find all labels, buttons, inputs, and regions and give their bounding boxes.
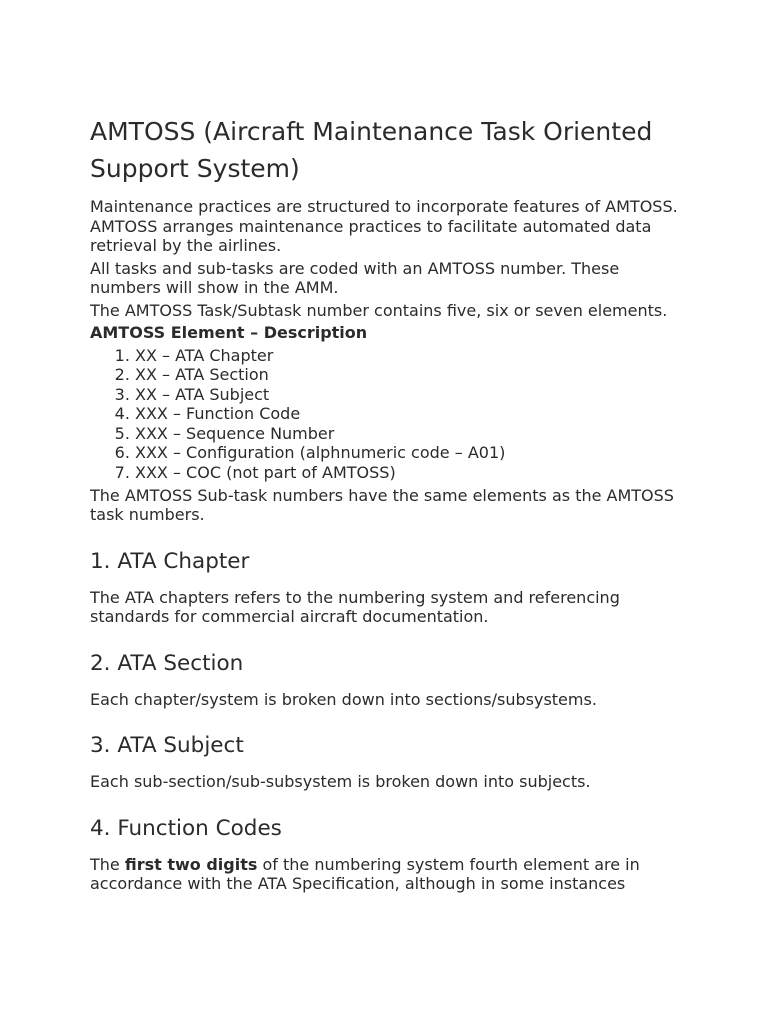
spacer: [90, 712, 680, 732]
list-item: 1. XX – ATA Chapter: [135, 346, 680, 366]
section-heading-function-codes: 4. Function Codes: [90, 815, 282, 841]
section-body-function-codes: [90, 855, 680, 894]
list-item: 4. XXX – Function Code: [135, 404, 680, 424]
section-body-ata-chapter: The ATA chapters refers to the numbering system and referencing standards for commercial aircraft documentation.: [90, 587, 620, 627]
section-heading-ata-subject: 3. ATA Subject: [90, 733, 244, 759]
intro-paragraph-3: The AMTOSS Task/Subtask number contains five, six or seven elements.: [90, 300, 668, 320]
list-item: 6. XXX – Configuration (alphnumeric code – A01): [135, 443, 680, 463]
intro-paragraph-2: All tasks and sub-tasks are coded with an AMTOSS number. These numbers will show in the AMM.: [90, 258, 620, 297]
body-bold-text: first two digits: [124, 854, 258, 874]
section-body-ata-section: Each chapter/system is broken down into sections/subsystems.: [90, 689, 597, 709]
intro-paragraph-1: Maintenance practices are structured to incorporate features of AMTOSS. AMTOSS arranges maintenance practices to facilitate automated data retrieval by the airlines.: [90, 197, 678, 255]
list-item: 2. XX – ATA Section: [135, 365, 680, 385]
list-item: 3. XX – ATA Subject: [135, 385, 680, 405]
section-heading-ata-chapter: 1. ATA Chapter: [90, 548, 250, 574]
elements-list: [90, 346, 680, 483]
spacer: [90, 528, 680, 548]
body-prefix: The: [90, 854, 125, 874]
list-item: 5. XXX – Sequence Number: [135, 424, 680, 444]
spacer: [90, 630, 680, 650]
page-title: AMTOSS (Aircraft Maintenance Task Oriented Support System): [90, 117, 653, 183]
spacer: [90, 795, 680, 815]
section-body-ata-subject: Each sub-section/sub-subsystem is broken down into subjects.: [90, 772, 591, 792]
section-heading-ata-section: 2. ATA Section: [90, 650, 244, 676]
elements-heading: AMTOSS Element – Description: [90, 323, 368, 342]
list-item: 7. XXX – COC (not part of AMTOSS): [135, 463, 680, 483]
document-content: [90, 113, 680, 897]
body-suffix: of the numbering system fourth element are in accordance with the ATA Specification, although in some instances: [90, 854, 640, 894]
subtask-note: The AMTOSS Sub-task numbers have the same elements as the AMTOSS task numbers.: [90, 485, 674, 525]
